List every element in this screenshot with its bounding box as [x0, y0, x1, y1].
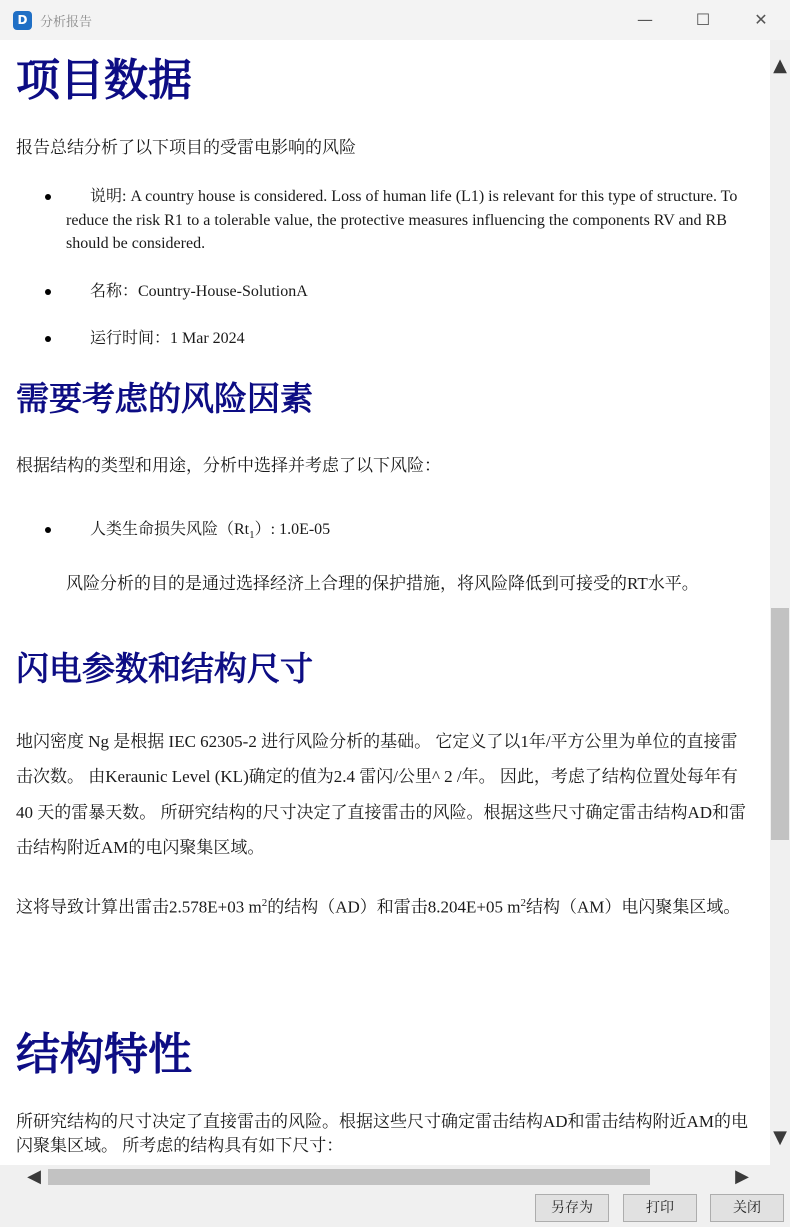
- risk-value: ）: 1.0E-05: [254, 521, 331, 538]
- bullet-dot: [45, 194, 51, 200]
- close-icon: ✕: [754, 10, 768, 29]
- result-text-am: 的结构（AD）和雷击8.204E+05 m: [267, 897, 521, 917]
- risk-note: 风险分析的目的是通过选择经济上合理的保护措施，将风险降低到可接受的RT水平。: [66, 574, 699, 593]
- maximize-icon: ☐: [695, 10, 711, 29]
- heading-project-data: 项目数据: [16, 55, 192, 106]
- structure-paragraph: 所研究结构的尺寸决定了直接雷击的风险。根据这些尺寸确定雷击结构AD和雷击结构附近AM的电闪聚集区域。 所考虑的结构具有如下尺寸：: [16, 1112, 748, 1155]
- bullet-dot: [45, 289, 51, 295]
- project-intro: 报告总结分析了以下项目的受雷电影响的风险: [16, 138, 356, 157]
- scroll-up-icon[interactable]: ▲: [773, 55, 787, 76]
- project-name-text: 名称：Country-House-SolutionA: [90, 283, 308, 300]
- description-text: 说明: A country house is considered. Loss of human life (L1) is relevant for this type of structure. To reduce the risk R1 to a tolerable value, the protective measures influencing the components RV and RB should be considered.: [66, 188, 738, 252]
- lightning-paragraph: 地闪密度 Ng 是根据 IEC 62305-2 进行风险分析的基础。 它定义了以1年/平方公里为单位的直接雷击次数。 由Keraunic Level (KL)确定的值为2.4 雷闪/公里^ 2 /年。 因此，考虑了结构位置处每年有 40 天的雷暴天数。 所研究结构的尺寸决定了直接雷击的风险。根据这些尺寸确定雷击结构AD和雷击结构附近AM的电闪聚集区域。: [16, 732, 747, 857]
- list-item-name: [66, 280, 756, 304]
- risk-intro: 根据结构的类型和用途，分析中选择并考虑了以下风险：: [16, 456, 441, 475]
- scroll-right-icon[interactable]: ▶: [735, 1166, 749, 1187]
- risk-label: 人类生命损失风险（Rt: [90, 521, 250, 538]
- risk-text: [66, 518, 756, 548]
- heading-structure-characteristics: 结构特性: [16, 1029, 192, 1080]
- list-item-description: [66, 185, 756, 256]
- save-as-button[interactable]: 另存为: [535, 1194, 609, 1222]
- app-icon: D: [13, 11, 32, 30]
- result-superscript: 2: [520, 897, 526, 909]
- maximize-button[interactable]: [674, 0, 732, 40]
- heading-risk-factors: 需要考虑的风险因素: [16, 379, 313, 418]
- close-window-button[interactable]: [732, 0, 790, 40]
- scroll-down-icon[interactable]: ▼: [773, 1127, 787, 1148]
- list-item-run-time: [66, 327, 756, 351]
- scroll-left-icon[interactable]: ◀: [27, 1166, 41, 1187]
- minimize-icon: —: [637, 10, 653, 29]
- close-button[interactable]: 关闭: [710, 1194, 784, 1222]
- window-title: 分析报告: [40, 15, 93, 30]
- vertical-scroll-thumb[interactable]: [771, 608, 789, 840]
- result-superscript: 2: [261, 897, 268, 909]
- report-viewport: [0, 40, 770, 1165]
- horizontal-scroll-thumb[interactable]: [48, 1169, 650, 1185]
- title-bar: [0, 0, 790, 40]
- result-text-end: 结构（AM）电闪聚集区域。: [525, 897, 741, 917]
- list-item-risk: [66, 518, 756, 548]
- bullet-dot: [45, 336, 51, 342]
- run-time-text: 运行时间：1 Mar 2024: [90, 330, 245, 347]
- risk-subscript: 1: [249, 529, 255, 542]
- vertical-scrollbar[interactable]: [770, 40, 790, 1165]
- print-button[interactable]: 打印: [623, 1194, 697, 1222]
- collection-area-result: [16, 893, 751, 918]
- heading-lightning-params: 闪电参数和结构尺寸: [16, 649, 313, 688]
- bullet-dot: [45, 527, 51, 533]
- minimize-button[interactable]: [616, 0, 674, 40]
- result-text-ad: 这将导致计算出雷击2.578E+03 m: [16, 897, 262, 917]
